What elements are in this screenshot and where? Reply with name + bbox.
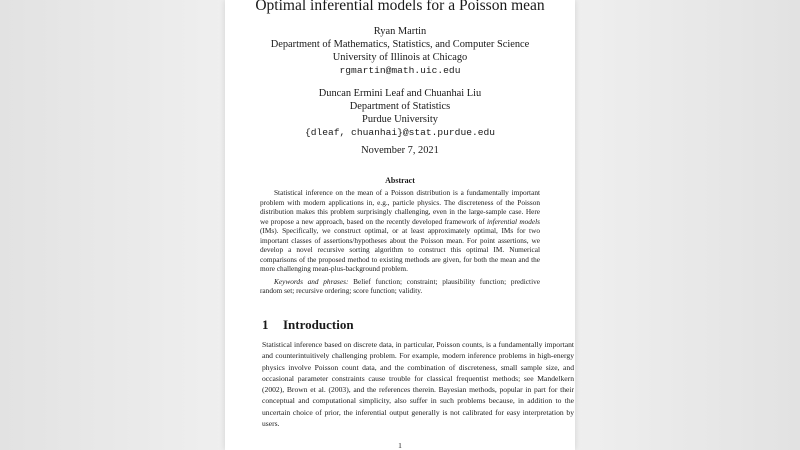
page-number: 1 xyxy=(398,441,402,450)
abstract-heading: Abstract xyxy=(385,176,415,185)
abstract-emphasis: inferential models xyxy=(486,216,541,226)
viewer-background-right xyxy=(574,0,800,450)
author1-name: Ryan Martin xyxy=(373,26,427,37)
paper-date: November 7, 2021 xyxy=(361,145,439,156)
paper-title: Optimal inferential models for a Poisson mean xyxy=(255,0,545,14)
keywords-label: Keywords and phrases: xyxy=(274,276,349,286)
viewer-background-left xyxy=(0,0,225,450)
abstract-text: Statistical inference on the mean of a Poisson distribution is a fundamentally important problem with modern applications in, e.g., particle physics. The discreteness of the Poisson distribution makes this problem surprisingly challenging, even in the large-sample case. Here we propose a new approach, based on the recently developed framework of inferential models (IMs). Specifically, we construct optimal, or at least approximately optimal, IMs for two important classes of assertions/hypotheses about the Poisson mean. For point assertions, we develop a novel recursive sorting algorithm to construct this optimal IM. Numerical comparisons of the proposed method to existing methods are given, for both the mean and the more challenging mean-plus-background problem. xyxy=(260,188,541,273)
section-number: 1 xyxy=(262,317,269,332)
section-heading xyxy=(262,317,354,333)
intro-body xyxy=(262,339,574,429)
author2-univ: Purdue University xyxy=(362,114,438,125)
abstract-body xyxy=(260,188,540,296)
section-title: Introduction xyxy=(283,317,354,332)
author1-email: rgmartin@math.uic.edu xyxy=(339,65,461,76)
author1-dept: Department of Mathematics, Statistics, and Computer Science xyxy=(270,39,530,50)
intro-paragraph: Statistical inference based on discrete data, in particular, Poisson counts, is a fundamentally important and counterintuitively challenging problem. For example, modern inference problems in high-energy physics involve Poisson count data, and the combination of discreteness, small sample size, and occasional parameter constraints cause trouble for classical frequentist methods; see Mandelkern (2002), Brown et al. (2003), and the references therein. Bayesian methods, popular in part for their conceptual and computational simplicity, also suffer in such problems because, in addition to the uncertain choice of prior, the inferential output generally is not calibrated for easy interpretation by users. xyxy=(262,340,574,429)
author2-dept: Department of Statistics xyxy=(349,101,451,112)
author2-names: Duncan Ermini Leaf and Chuanhai Liu xyxy=(318,88,482,99)
keywords-text: Belief function; constraint; plausibility function; predictive random set; recursive ordering; score function; validity. xyxy=(260,276,540,295)
pdf-page xyxy=(225,0,575,450)
author2-email: {dleaf, chuanhai}@stat.purdue.edu xyxy=(305,127,495,138)
keywords xyxy=(260,277,540,296)
author1-univ: University of Illinois at Chicago xyxy=(332,52,468,63)
